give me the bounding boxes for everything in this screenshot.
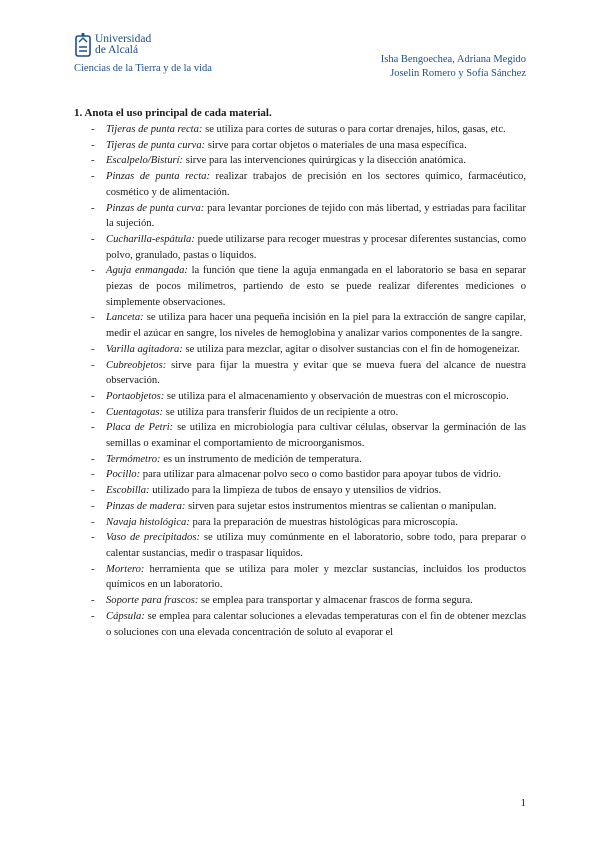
bullet-dash: - (91, 422, 95, 434)
bullet-dash: - (91, 469, 95, 481)
logo-line-2: de Alcalá (95, 44, 139, 56)
material-term: Vaso de precipitados: (106, 532, 200, 544)
list-item (74, 405, 526, 421)
bullet-dash: - (91, 595, 95, 607)
university-logo (74, 30, 224, 62)
bullet-dash: - (91, 563, 95, 575)
bullet-dash: - (91, 233, 95, 245)
list-item (74, 593, 526, 609)
material-description: para levantar porciones de tejido con más libertad, y estriadas para facilitar la sujeción. (106, 202, 526, 230)
material-term: Pocillo: (106, 469, 141, 481)
material-term: Escalpelo/Bisturí: (106, 155, 184, 167)
material-term: Tijeras de punta curva: (106, 139, 206, 151)
list-item (74, 342, 526, 358)
list-item (74, 499, 526, 515)
logo-wordmark (95, 34, 151, 56)
logo-line-1: Universidad (95, 33, 152, 45)
bullet-dash: - (91, 312, 95, 324)
list-item (74, 263, 526, 310)
bullet-dash: - (91, 265, 95, 277)
list-item (74, 201, 526, 232)
list-item (74, 169, 526, 200)
materials-list (74, 122, 526, 640)
material-term: Escobilla: (106, 485, 150, 497)
material-description: se emplea para calentar soluciones a elevadas temperaturas con el fin de obtener mezclas o soluciones con una elevada concentración de soluto al evaporar el (106, 610, 526, 638)
author-line-2: Joselin Romero y Sofía Sánchez (390, 68, 526, 79)
material-description: se utiliza para hacer una pequeña incisión en la piel para la extracción de sangre capilar, medir el azúcar en sangre, los niveles de hemoglobina y analizar varios componentes de la sangre. (106, 312, 526, 340)
material-term: Varilla agitadora: (106, 343, 183, 355)
material-description: la función que tiene la aguja enmangada en el laboratorio se basa en separar piezas de pocos milímetros, partiendo de esto se puede realizar diferentes mediciones o simplemente observaciones. (106, 265, 527, 308)
material-description: para la preparación de muestras histológicas para microscopía. (189, 516, 458, 528)
bullet-dash: - (91, 155, 95, 167)
material-term: Tijeras de punta recta: (106, 124, 203, 135)
bullet-dash: - (91, 390, 95, 402)
list-item (74, 420, 526, 451)
bullet-dash: - (91, 343, 95, 355)
material-description: herramienta que se utiliza para moler y mezclar sustancias, incluidos los productos químicos en un laboratorio. (106, 563, 526, 591)
material-description: sirve para cortar objetos o materiales de una masa específica. (205, 139, 467, 151)
material-description: se utiliza en microbiología para cultivar células, observar la germinación de las semillas o examinar el comportamiento de microorganismos. (106, 422, 526, 450)
bullet-dash: - (91, 406, 95, 418)
material-description: sirve para las intervenciones quirúrgicas y la disección anatómica. (183, 155, 466, 167)
bullet-dash: - (91, 124, 95, 135)
list-item (74, 138, 526, 154)
faculty-name: Ciencias de la Tierra y de la vida (74, 63, 212, 74)
material-term: Pinzas de punta curva: (106, 202, 205, 214)
material-description: se utiliza muy comúnmente en el laboratorio, sobre todo, para preparar o calentar sustancias, medir o traspasar líquidos. (106, 532, 526, 559)
list-item (74, 562, 526, 593)
material-description: se utiliza para transferir fluidos de un recipiente a otro. (163, 406, 399, 418)
section-heading: 1. Anota el uso principal de cada material. (74, 107, 272, 119)
bullet-dash: - (91, 500, 95, 512)
bullet-dash: - (91, 139, 95, 151)
bullet-dash: - (91, 202, 95, 214)
material-term: Pinzas de madera: (106, 500, 186, 512)
material-description: es un instrumento de medición de temperatura. (160, 453, 362, 465)
material-term: Cuentagotas: (106, 406, 164, 418)
university-crest-icon (74, 32, 92, 60)
page-header (74, 30, 526, 80)
material-description: puede utilizarse para recoger muestras y procesar diferentes sustancias, como polvo, granulado, pastas o líquidos. (106, 233, 526, 261)
list-item (74, 358, 526, 389)
material-description: se utiliza para el almacenamiento y observación de muestras con el microscopio. (164, 390, 509, 402)
material-term: Aguja enmangada: (106, 265, 188, 277)
document-body (74, 106, 526, 640)
list-item (74, 310, 526, 341)
bullet-dash: - (91, 453, 95, 465)
bullet-dash: - (91, 532, 95, 544)
material-term: Lanceta: (106, 312, 144, 324)
list-item (74, 467, 526, 483)
list-item (74, 122, 526, 138)
bullet-dash: - (91, 516, 95, 528)
list-item (74, 515, 526, 531)
material-term: Portaobjetos: (106, 390, 165, 402)
material-term: Cápsula: (106, 610, 145, 622)
material-description: se utiliza para cortes de suturas o para cortar drenajes, hilos, gasas, etc. (202, 124, 506, 135)
material-term: Cubreobjetos: (106, 359, 167, 371)
list-item (74, 389, 526, 405)
bullet-dash: - (91, 171, 95, 183)
material-description: realizar trabajos de precisión en los sectores químico, farmacéutico, cosmético y de alimentación. (106, 171, 526, 198)
list-item (74, 483, 526, 499)
list-item (74, 153, 526, 169)
material-term: Placa de Petri: (106, 422, 174, 434)
list-item (74, 609, 526, 640)
material-term: Navaja histológica: (106, 516, 190, 528)
authors (381, 53, 526, 81)
material-term: Termómetro: (106, 453, 161, 465)
list-item (74, 530, 526, 561)
material-description: se emplea para transportar y almacenar frascos de forma segura. (198, 595, 473, 607)
list-item (74, 232, 526, 263)
bullet-dash: - (91, 359, 95, 371)
material-description: sirve para fijar la muestra y evitar que se mueva fuera del alcance de nuestra observación. (106, 359, 526, 387)
material-term: Pinzas de punta recta: (106, 171, 210, 183)
material-description: para utilizar para almacenar polvo seco o como bastidor para apoyar tubos de vidrio. (140, 469, 502, 481)
list-item (74, 452, 526, 468)
page-number: 1 (520, 797, 526, 809)
bullet-dash: - (91, 485, 95, 497)
material-description: se utiliza para mezclar, agitar o disolver sustancias con el fin de homogeneizar. (182, 343, 520, 355)
material-term: Soporte para frascos: (106, 595, 199, 607)
material-term: Cucharilla-espátula: (106, 233, 195, 245)
bullet-dash: - (91, 610, 95, 622)
material-term: Mortero: (106, 563, 145, 575)
material-description: utilizado para la limpieza de tubos de ensayo y utensilios de vidrios. (149, 485, 442, 497)
author-line-1: Isha Bengoechea, Adriana Megido (380, 54, 526, 65)
material-description: sirven para sujetar estos instrumentos mientras se calientan o manipulan. (185, 500, 497, 512)
